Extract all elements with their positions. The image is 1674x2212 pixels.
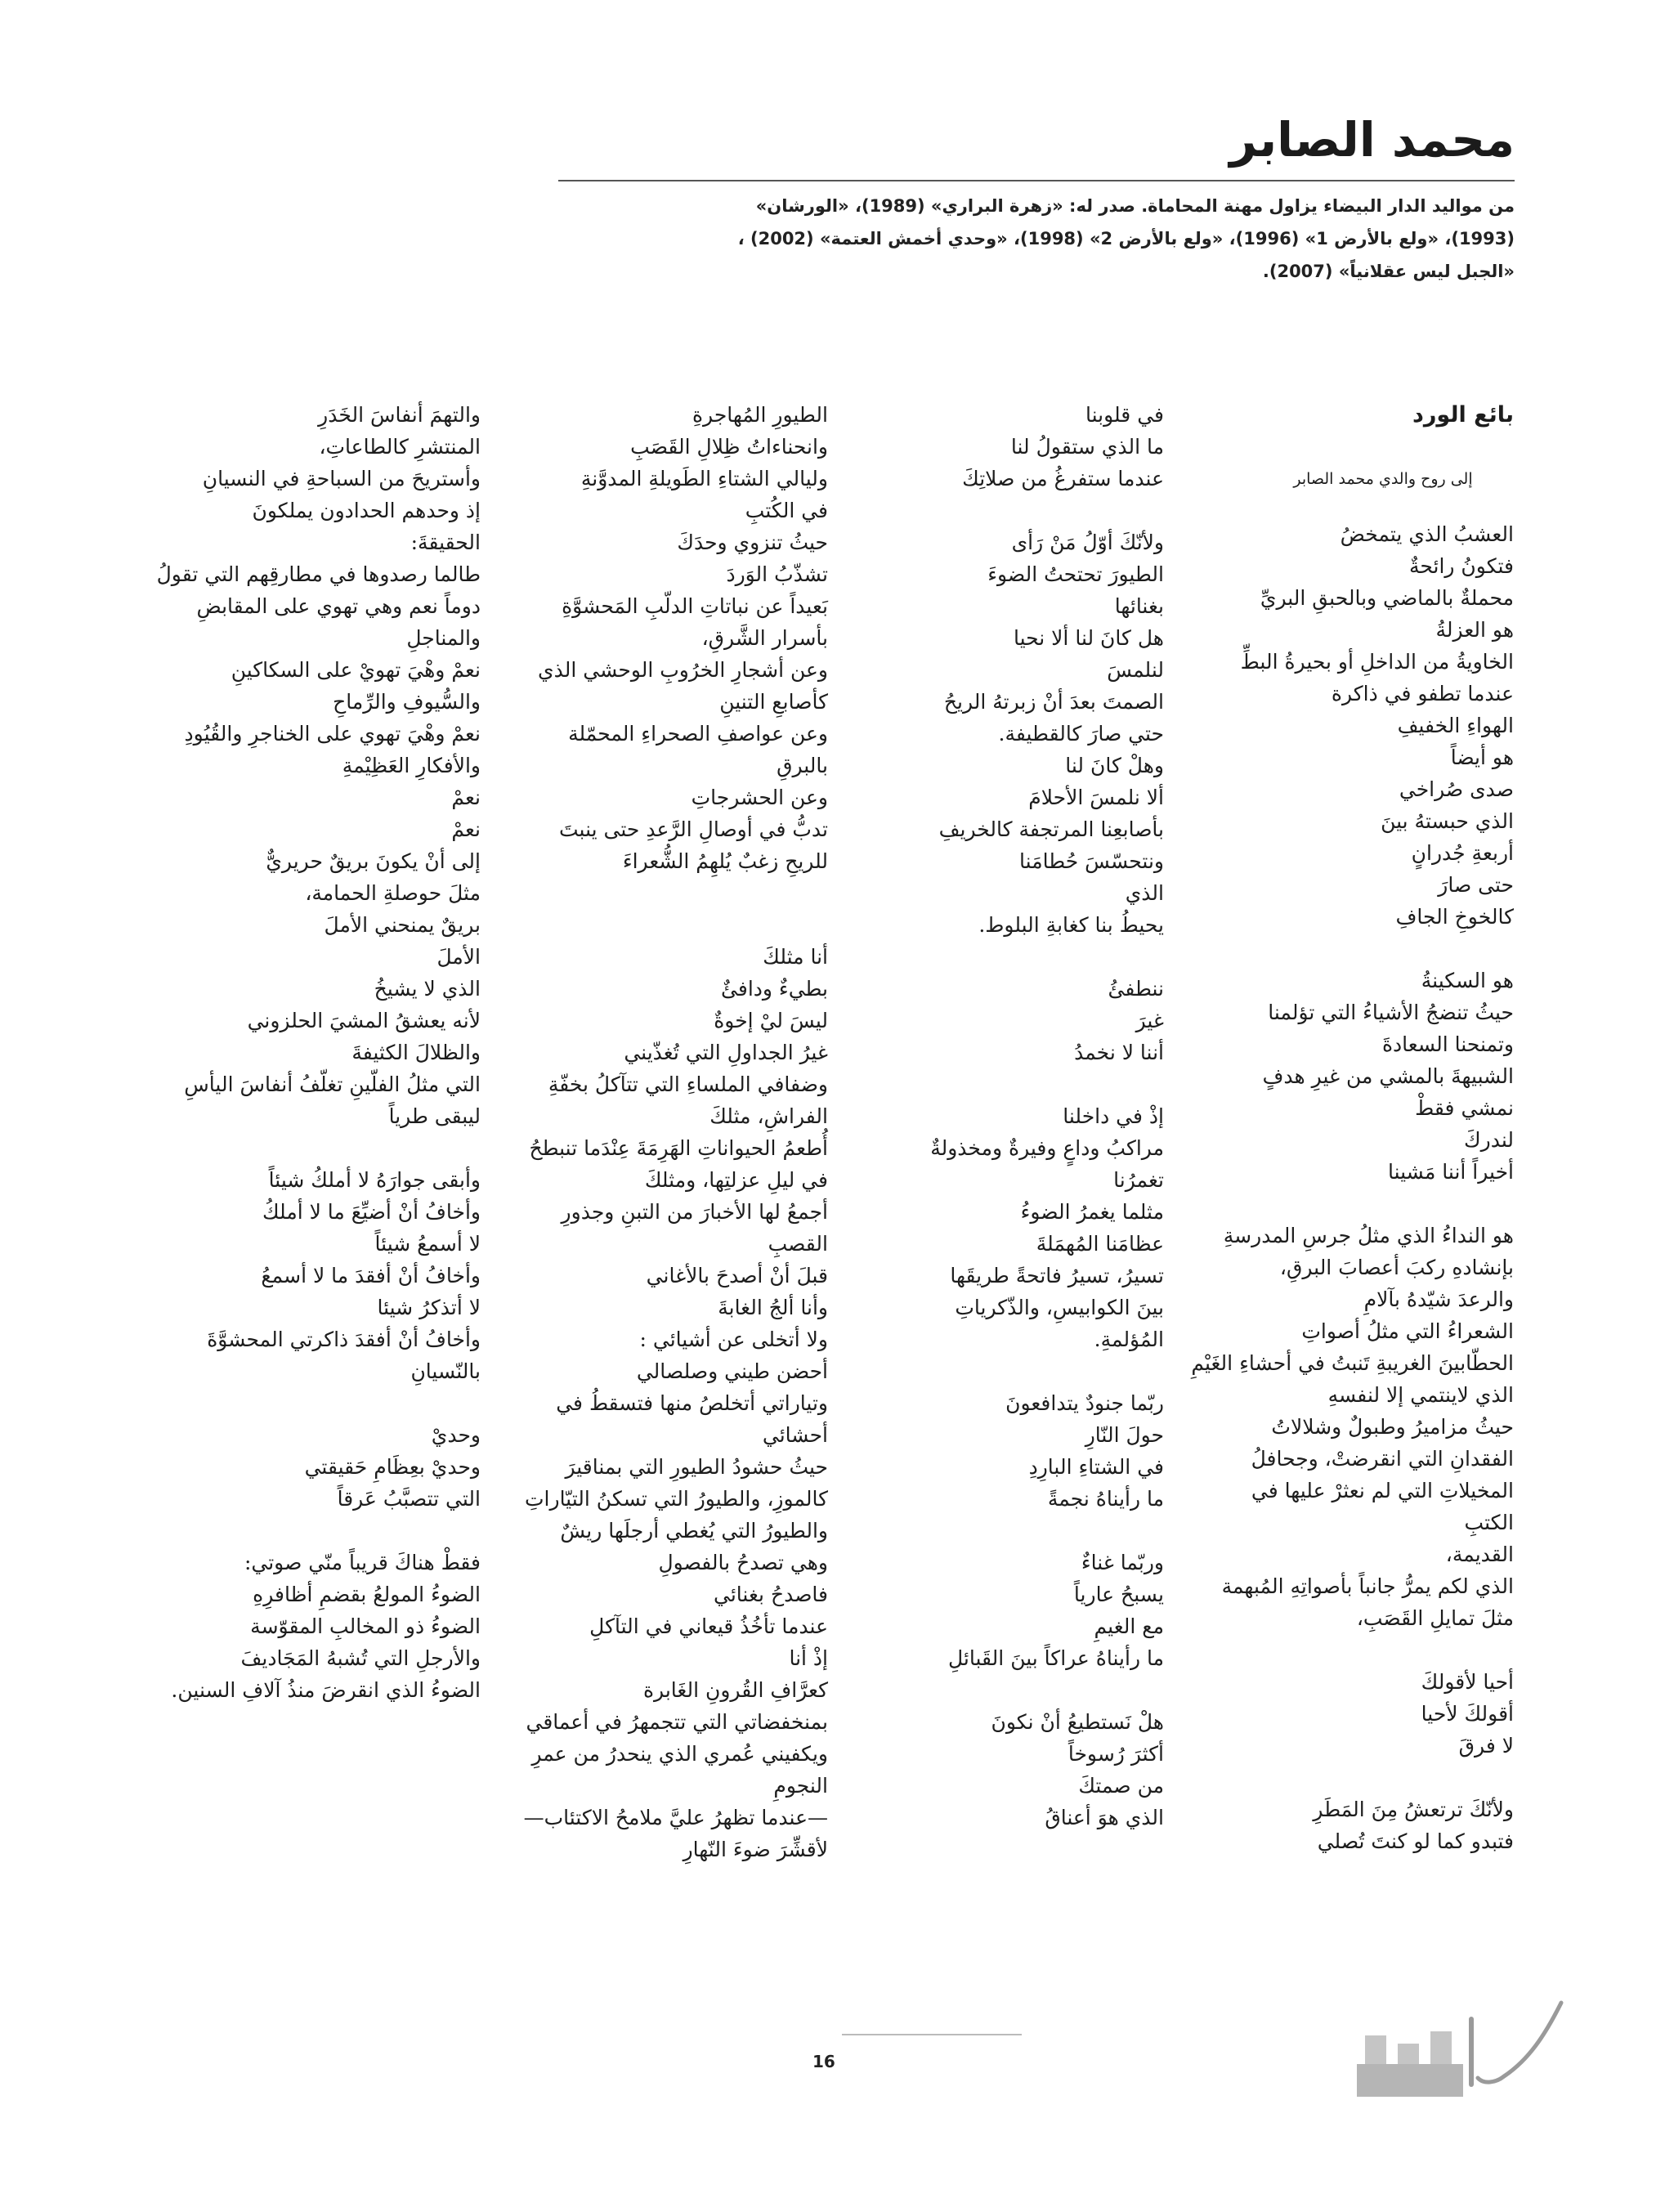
poem-line: وربّما غناءٌ bbox=[1081, 1551, 1164, 1574]
stanza-break bbox=[1236, 1634, 1514, 1666]
stanza-break bbox=[886, 1068, 1164, 1100]
poem-line: في ليلِ عزلتِها، ومثلكَ bbox=[644, 1168, 828, 1192]
poem-line: ليسَ ليْ إخوةٌ bbox=[714, 1009, 828, 1032]
poem-line: ما رأيناهُ عراكاً بينَ القَبائلِ bbox=[947, 1646, 1164, 1670]
poem-line: وحديْ بعِظَامِ حَقيقتي bbox=[304, 1455, 481, 1479]
poem-line: يحيطُ بنا كغابةِ البلوط. bbox=[978, 913, 1164, 937]
poem-line: أقولكَ لأحيا bbox=[1421, 1702, 1514, 1726]
poem-line: أننا لا نخمدُ bbox=[1074, 1041, 1164, 1064]
poem-line: ولا أتخلى عن أشيائي : bbox=[639, 1328, 828, 1351]
poem-line: لا فرقَ bbox=[1458, 1734, 1514, 1758]
poem-line: محملةٌ بالماضي وبالحبقِ البريِّ bbox=[1260, 586, 1514, 610]
poem-line: أجمعُ لها الأخبارَ من التبنِ وجذورِ bbox=[561, 1200, 828, 1224]
poem-line: الحطّابينَ الغريبةِ تَنبتُ في أحشاءِ الغَيْمِ bbox=[1191, 1351, 1514, 1375]
poem-line: الحقيقةَ: bbox=[410, 531, 481, 554]
column-lines bbox=[501, 399, 828, 1865]
poem-line: الذي لكم يمرُّ جانباً بأصواتِهِ المُبهمة bbox=[1221, 1574, 1514, 1598]
poem-column-1 bbox=[1191, 399, 1514, 1857]
poem-dedication: إلى روح والدي محمد الصابر bbox=[1293, 470, 1473, 488]
poem-line: لأقشِّرَ ضوءَ النّهارِ bbox=[683, 1838, 828, 1861]
stanza-break bbox=[886, 1515, 1164, 1547]
poem-line: ويكفيني عُمري الذي ينحدرُ من عمرِ bbox=[531, 1742, 828, 1766]
poem-line: ربّما جنودٌ يتدافعونَ bbox=[1005, 1391, 1164, 1415]
poem-line: حتى صارَ bbox=[1438, 873, 1514, 897]
poem-line: وانحناءاتُ ظِلالِ القَصَبِ bbox=[630, 435, 828, 459]
poem-line: حتي صارَ كالقطيفة. bbox=[998, 722, 1164, 746]
stanza-break bbox=[886, 941, 1164, 973]
poem-line: والطيورُ التي يُغطي أرجلَها ريشٌ bbox=[560, 1519, 828, 1543]
poem-line: وأخافُ أنْ أفقدَ ما لا أسمعُ bbox=[261, 1264, 481, 1287]
poem-line: ما الذي ستقولُ لنا bbox=[1010, 435, 1164, 459]
poem-line: كأصابعِ التنينِ bbox=[719, 690, 828, 714]
poem-line: فتبدو كما لو كنتَ تُصلي bbox=[1317, 1829, 1514, 1853]
poem-line: الطيورَ تحتحتُ الضوءَ bbox=[987, 562, 1164, 586]
stanza-break bbox=[886, 1355, 1164, 1387]
stanza-break bbox=[886, 1674, 1164, 1706]
stanza-break bbox=[501, 877, 828, 909]
poem-line: بمنخفضاتي التي تتجمهرُ في أعماقي bbox=[526, 1710, 828, 1734]
bio-line: (1993)، «ولع بالأرض 1» (1996)، «ولع بالأرض 2» (1998)، «وحدي أخمش العتمة» (2002) ، bbox=[737, 228, 1515, 249]
poem-line: بالنّسيانِ bbox=[410, 1359, 481, 1383]
poem-line: يسبحُ عارياً bbox=[1073, 1583, 1164, 1606]
poem-line: حيثُ مزاميرُ وطبولٌ وشلالاتُ bbox=[1271, 1415, 1514, 1439]
poem-line: والمناجلِ bbox=[406, 626, 481, 650]
poem-line: وحديْ bbox=[431, 1423, 481, 1447]
poem-line: الذي لاينتمي إلا لنفسهِ bbox=[1327, 1383, 1514, 1407]
poem-line: المخيلاتِ التي لم نعثرْ عليها في bbox=[1251, 1479, 1514, 1502]
poem-line: بأصابعِنا المرتجفة كالخريفِ bbox=[938, 817, 1164, 841]
poem-line: وتياراتي أتخلصُ منها فتسقطُ في bbox=[556, 1391, 828, 1415]
logo-graphic bbox=[1341, 1986, 1578, 2109]
author-name: محمد الصابر bbox=[1229, 112, 1515, 168]
poem-line: أُطعمُ الحيواناتِ الهَرِمَةَ عِنْدَما تنبطحُ bbox=[529, 1136, 828, 1160]
poem-line: الذي لا يشيخُ bbox=[374, 977, 481, 1001]
poem-line: حيثُ تنضجُ الأشياءُ التي تؤلمنا bbox=[1268, 1001, 1514, 1024]
poem-line: النجومِ bbox=[773, 1774, 828, 1798]
poem-line: الطيورِ المُهاجرةِ bbox=[692, 403, 828, 427]
poem-line: دوماً نعم وهي تهوي على المقابضِ bbox=[196, 594, 481, 618]
poem-line: والسُّيوفِ والرِّماحِ bbox=[333, 690, 481, 714]
poem-line: عظامَنا المُهمَلةَ bbox=[1036, 1232, 1164, 1256]
poem-line: فقطْ هناكَ قريباً منّي صوتي: bbox=[244, 1551, 481, 1574]
poem-line: وتمنحنا السعادةَ bbox=[1381, 1032, 1514, 1056]
poem-line: وهي تصدحُ بالفصولِ bbox=[658, 1551, 828, 1574]
poem-line: هو السكينةُ bbox=[1421, 969, 1514, 992]
poem-line: إذ وحدهم الحدادون يملكونَ bbox=[252, 499, 481, 522]
poem-line: التي تتصبَّبُ عَرقاً bbox=[337, 1487, 481, 1511]
stanza-break bbox=[1236, 933, 1514, 965]
poem-line: نمشي فقطْ bbox=[1415, 1096, 1514, 1120]
poem-line: مراكبُ وداعٍ وفيرةٌ ومخذولةٌ bbox=[930, 1136, 1164, 1160]
poem-line: نعمْ bbox=[451, 786, 481, 809]
poem-line: بأسرار الشَّرقِ، bbox=[701, 626, 828, 650]
poem-line: لندركَ bbox=[1464, 1128, 1514, 1152]
poem-line: لأنه يعشقُ المشيَ الحلزوني bbox=[247, 1009, 481, 1032]
poem-line: بينَ الكوابيسِ، والذّكرياتِ bbox=[955, 1296, 1164, 1319]
poem-line: أكثرَ رُسوخاً bbox=[1068, 1742, 1164, 1766]
poem-line: بغنائها bbox=[1114, 594, 1164, 618]
poem-line: هو العزلةُ bbox=[1435, 618, 1514, 642]
poem-line: الهواءِ الخفيفِ bbox=[1397, 714, 1514, 737]
poem-line: قبلَ أنْ أصدحَ بالأغاني bbox=[646, 1264, 828, 1287]
column-lines bbox=[137, 399, 481, 1706]
poem-line: غيرُ الجداولِ التي تُغذّيني bbox=[624, 1041, 828, 1064]
poem-line: أحيا لأقولكَ bbox=[1421, 1670, 1514, 1694]
poem-line: وأخافُ أنْ أفقدَ ذاكرتي المحشوَّةَ bbox=[207, 1328, 481, 1351]
poem-line: وأستريحَ من السباحةِ في النسيانِ bbox=[202, 467, 481, 490]
poem-line: نعمْ وهْيَ تهويْ على السكاكينِ bbox=[231, 658, 481, 682]
poem-line: تدبُّ في أوصالِ الرَّعدِ حتى ينبتَ bbox=[559, 817, 828, 841]
poem-line: كعرَّافِ القُرونِ الغَابرة bbox=[642, 1678, 828, 1702]
poem-line: مثلَ حوصلةِ الحمامة، bbox=[305, 881, 481, 905]
poem-line: نعمْ وهْيَ تهوي على الخناجرِ والقُيُودِ bbox=[184, 722, 481, 746]
poem-line: وأنا ألجُ الغابةَ bbox=[718, 1296, 828, 1319]
poem-line: الذي حبستهُ بينَ bbox=[1381, 809, 1514, 833]
poem-line: هلْ نَستطيعُ أنْ نكونَ bbox=[991, 1710, 1164, 1734]
poem-line: الشبيهةَ بالمشي من غيرِ هدفٍ bbox=[1262, 1064, 1514, 1088]
poem-line: وأخافُ أنْ أضيِّعَ ما لا أملكُ bbox=[262, 1200, 481, 1224]
poem-line: أحشائي bbox=[762, 1423, 828, 1447]
poem-line: مثلما يغمرُ الضوءُ bbox=[1020, 1200, 1164, 1224]
author-header bbox=[558, 114, 1515, 288]
poem-line: والظلالَ الكثيفةَ bbox=[351, 1041, 481, 1064]
poem-line: في قلوبنا bbox=[1085, 403, 1164, 427]
poem-line: فاصدحُ بغنائي bbox=[714, 1583, 828, 1606]
poem-line: ما رأيناهُ نجمةً bbox=[1047, 1487, 1164, 1511]
poem-column-2 bbox=[886, 399, 1164, 1834]
poem-line: تشذّبُ الوَردَ bbox=[726, 562, 828, 586]
poem-line: ونتحسّسَ حُطامَنا bbox=[1019, 849, 1164, 873]
poem-title: بائع الورد bbox=[1412, 402, 1514, 428]
poem-line: بريقٌ يمنحني الأملَ bbox=[324, 913, 481, 937]
poem-line: الخاويةُ من الداخلِ أو بحيرةُ البطِّ bbox=[1240, 650, 1514, 674]
poem-line: مع الغيمِ bbox=[1094, 1614, 1164, 1638]
poem-line: الضوءُ الذي انقرضَ منذُ آلافِ السنين. bbox=[171, 1678, 481, 1702]
poem-line: —عندما تظهرُ عليَّ ملامحُ الاكتئاب— bbox=[523, 1806, 828, 1829]
publication-logo bbox=[1341, 1986, 1578, 2109]
poem-line: أخيراً أننا مَشينا bbox=[1387, 1160, 1514, 1184]
poem-line: التي مثلُ الفلّينِ تغلّفُ أنفاسَ اليأسِ bbox=[184, 1072, 481, 1096]
stanza-break bbox=[1236, 1188, 1514, 1220]
poem-line: غيرَ bbox=[1135, 1009, 1164, 1032]
poem-line: ننطفئُ bbox=[1108, 977, 1164, 1001]
stanza-break bbox=[501, 909, 828, 941]
poem-line: ألا نلمسَ الأحلامَ bbox=[1028, 786, 1164, 809]
poem-line: إلى أنْ يكونَ بريقٌ حريريٌّ bbox=[266, 849, 481, 873]
poem-line: كالخوخِ الجافِ bbox=[1395, 905, 1514, 929]
poem-line: المنتشرِ كالطاعاتِ، bbox=[319, 435, 481, 459]
poem-line: بطيءٌ ودافئٌ bbox=[721, 977, 828, 1001]
poem-line: القديمة، bbox=[1445, 1543, 1514, 1566]
poem-line: الشعراءُ التي مثلُ أصواتِ bbox=[1301, 1319, 1514, 1343]
poem-line: تسيرُ، تسيرُ فاتحةً طريقَها bbox=[950, 1264, 1164, 1287]
poem-line: القصبِ bbox=[768, 1232, 828, 1256]
poem-line: ولأنّكَ ترتعشُ مِنَ المَطَرِ bbox=[1313, 1798, 1514, 1821]
poem-line: نعمْ bbox=[451, 817, 481, 841]
poem-line: هو النداءُ الذي مثلُ جرسِ المدرسةِ bbox=[1223, 1224, 1514, 1247]
poem-line: عندما ستفرغُ من صلاتِكَ bbox=[962, 467, 1164, 490]
poem-line: الذي هوَ أعناقُ bbox=[1045, 1806, 1164, 1829]
poem-line: الكتبِ bbox=[1464, 1511, 1514, 1534]
bio-line: «الجبل ليس عقلانياً» (2007). bbox=[1262, 261, 1515, 281]
poem-line: الفراشِ، مثلكَ bbox=[709, 1104, 828, 1128]
poem-line: أنا مثلكَ bbox=[763, 945, 828, 969]
poem-column-3 bbox=[501, 399, 828, 1865]
poem-line: لا أسمعُ شيئاً bbox=[374, 1232, 481, 1256]
poem-line: أحضن طيني وصلصالي bbox=[636, 1359, 828, 1383]
poem-line: وعن أشجارِ الخرُوبِ الوحشي الذي bbox=[538, 658, 828, 682]
poem-line: الضوءُ المولعُ بقضمِ أظافرِهِ bbox=[253, 1583, 481, 1606]
poem-line: المُؤلمةِ. bbox=[1094, 1328, 1164, 1351]
poem-line: وضفافي الملساءِ التي تتآكلُ بخفّةِ bbox=[548, 1072, 828, 1096]
poem-line: من صمتكَ bbox=[1078, 1774, 1164, 1798]
poem-line: عندما تأخُذُ قيعاني في التآكلِ bbox=[589, 1614, 828, 1638]
poem-line: بالبرقِ bbox=[777, 754, 828, 777]
footer-divider bbox=[842, 2034, 1022, 2035]
poem-line: الضوءُ ذو المخالبِ المقوّسة bbox=[250, 1614, 481, 1638]
poem-line: للريحِ زغبٌ يُلهِمُ الشُّعراءَ bbox=[622, 849, 828, 873]
poem-line: حيثُ حشودُ الطيورِ التي بمناقيرَ bbox=[565, 1455, 828, 1479]
poem-line: بَعيداً عن نباتاتِ الدلّبِ المَحشوَّةِ bbox=[562, 594, 828, 618]
poem-line: في الكُتبِ bbox=[745, 499, 828, 522]
poem-line: صدى صُراخي bbox=[1399, 777, 1514, 801]
poem-line: حولَ النّارِ bbox=[1085, 1423, 1164, 1447]
poem-line: والتهمَ أنفاسَ الخَدَرِ bbox=[318, 403, 481, 427]
poem-line: ليبقى طرياً bbox=[388, 1104, 481, 1128]
poem-line: لا أتذكرُ شيئا bbox=[377, 1296, 481, 1319]
poem-line: والرعدَ شيّدهُ بآلامِ bbox=[1363, 1287, 1514, 1311]
column-lines bbox=[886, 399, 1164, 1834]
poem-column-4 bbox=[137, 399, 481, 1706]
stanza-break bbox=[137, 1387, 481, 1419]
poem-line: أربعةِ جُدرانٍ bbox=[1411, 841, 1514, 865]
poem-line: الذي bbox=[1125, 881, 1164, 905]
column-lines bbox=[1191, 518, 1514, 1857]
poem-line: الفقدانِ التي انقرضتْ، وجحافلُ bbox=[1251, 1447, 1514, 1471]
stanza-break bbox=[137, 1132, 481, 1164]
poem-line: ولأنّكَ أوّلُ مَنْ رَأى bbox=[1011, 531, 1164, 554]
poem-line: فتكونُ رائحةٌ bbox=[1408, 554, 1514, 578]
poem-line: وعن عواصفِ الصحراءِ المحمّلة bbox=[568, 722, 828, 746]
poem-line: طالما رصدوها في مطارقِهم التي تقولُ bbox=[156, 562, 481, 586]
poem-line: في الشتاءِ البارِدِ bbox=[1028, 1455, 1164, 1479]
poem-line: إذْ أنا bbox=[789, 1646, 828, 1670]
poem-line: هل كانَ لنا ألا نحيا bbox=[1013, 626, 1164, 650]
poem-line: بإنشادهِ ركبَ أعصابَ البرقِ، bbox=[1279, 1256, 1514, 1279]
header-divider bbox=[558, 180, 1515, 181]
poem-line: وهلْ كانَ لنا bbox=[1065, 754, 1164, 777]
poem-line: الصمتَ بعدَ أنْ زبرتهُ الريحُ bbox=[943, 690, 1164, 714]
stanza-break bbox=[886, 495, 1164, 526]
poem-line: الأملَ bbox=[436, 945, 481, 969]
author-bio bbox=[558, 190, 1515, 288]
poem-line: وأبقى جوارَهُ لا أملكُ شيئاً bbox=[268, 1168, 481, 1192]
poem-line: العشبُ الذي يتمخضُ bbox=[1340, 522, 1514, 546]
bio-line: من مواليد الدار البيضاء يزاول مهنة المحاماة. صدر له: «زهرة البراري» (1989)، «الورشان» bbox=[755, 195, 1515, 216]
poem-line: كالموزِ، والطيورُ التي تسكنُ التيّاراتِ bbox=[525, 1487, 828, 1511]
stanza-break bbox=[1236, 1762, 1514, 1793]
poem-line: وليالي الشتاءِ الطَويلةِ المدوَّنةِ bbox=[580, 467, 828, 490]
poem-line: حيثُ تنزوي وحدَكَ bbox=[677, 531, 828, 554]
poem-line: مثلَ تمايلِ القَصَبِ، bbox=[1356, 1606, 1514, 1630]
poem-line: إذْ في داخلنا bbox=[1063, 1104, 1164, 1128]
poem-line: لنلمسَ bbox=[1107, 658, 1164, 682]
poem-line: وعن الحشرجاتِ bbox=[691, 786, 828, 809]
stanza-break bbox=[137, 1515, 481, 1547]
poem-line: عندما تطفو في ذاكرة bbox=[1331, 682, 1514, 705]
page-number: 16 bbox=[812, 2052, 835, 2071]
poem-line: والأفكارِ العَظِيْمةِ bbox=[342, 754, 481, 777]
poem-line: والأرجلِ التي تُشبهُ المَجَاديفَ bbox=[240, 1646, 481, 1670]
poem-line: هو أيضاً bbox=[1450, 746, 1514, 769]
poem-line: تغمرُنا bbox=[1113, 1168, 1164, 1192]
